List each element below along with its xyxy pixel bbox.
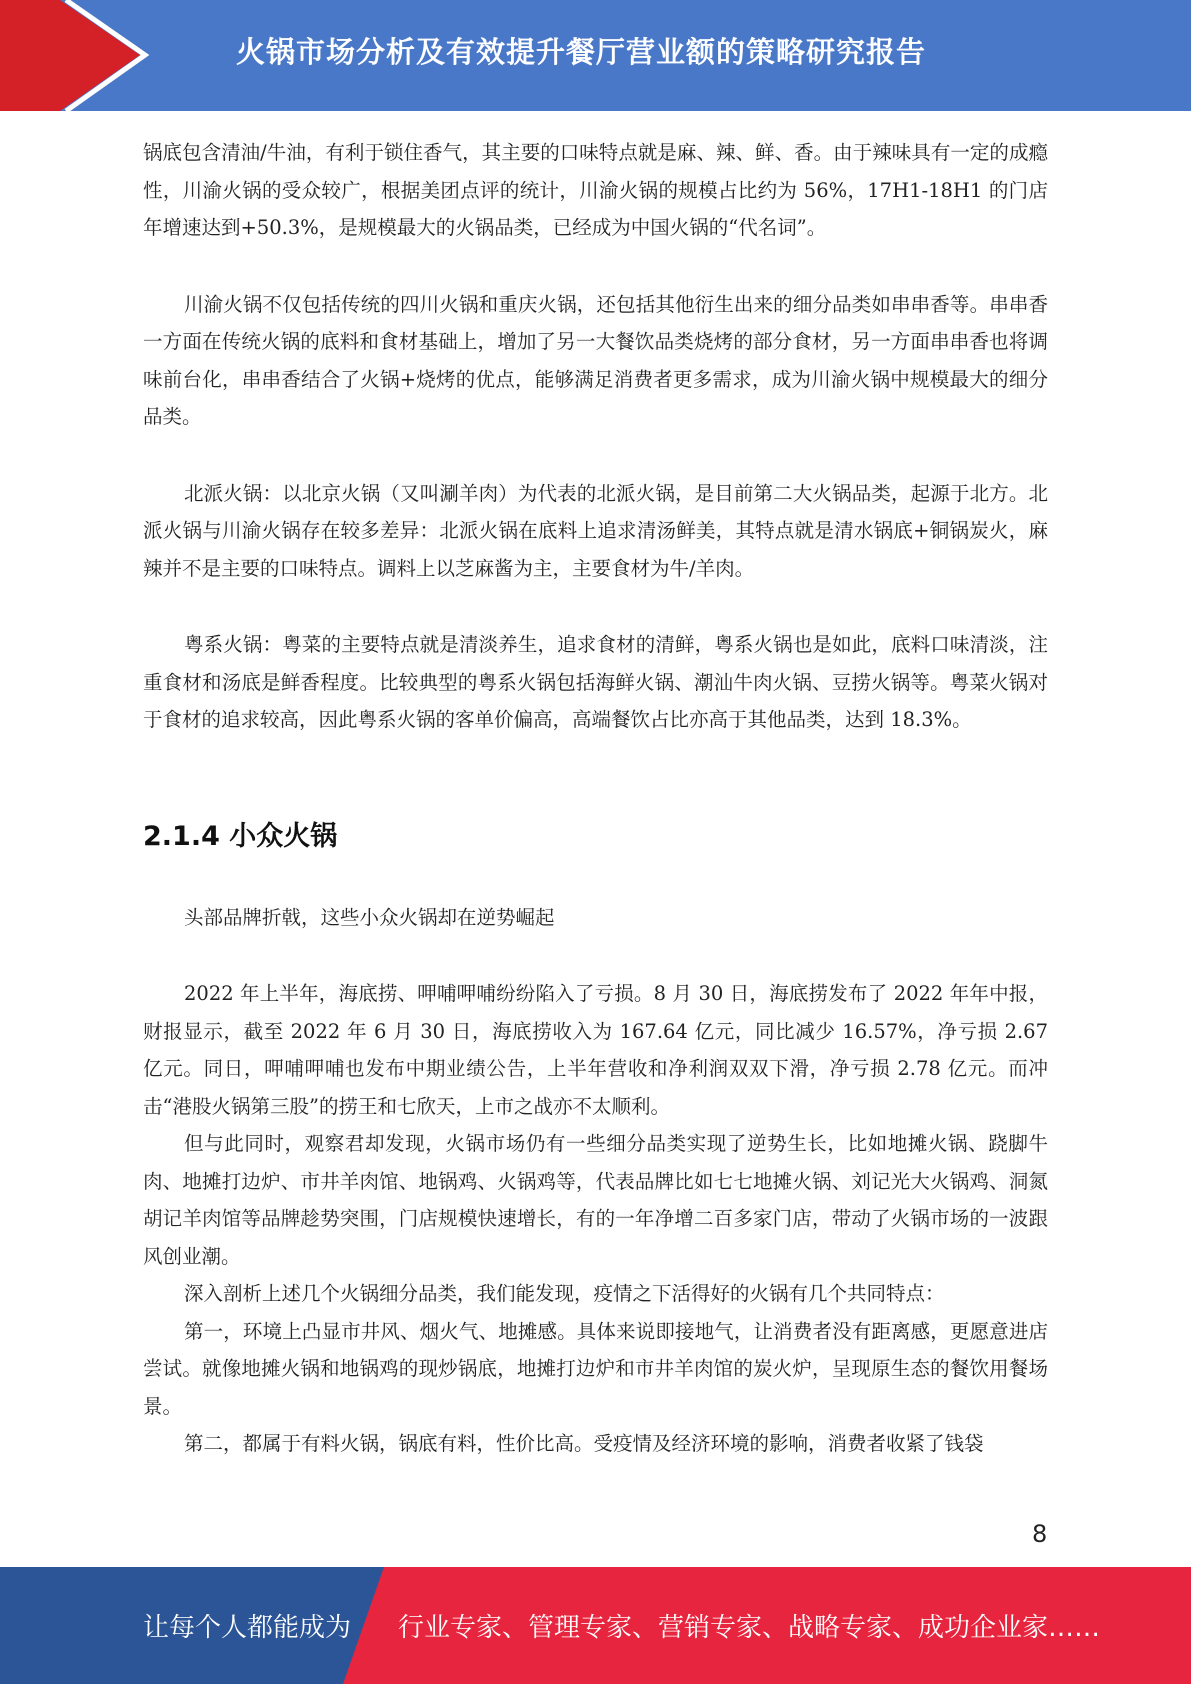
paragraph: 但与此同时，观察君却发现，火锅市场仍有一些细分品类实现了逆势生长，比如地摊火锅、跷脚牛肉、地摊打边炉、市井羊肉馆、地锅鸡、火锅鸡等，代表品牌比如七七地摊火锅、刘记光大火锅鸡、洞氮胡记羊肉馆等品牌趁势突围，门店规模快速增长，有的一年净增二百多家门店，带动了火锅市场的一波跟风创业潮。 <box>143 1132 1048 1268</box>
paragraph: 粤系火锅：粤菜的主要特点就是清淡养生，追求食材的清鲜，粤系火锅也是如此，底料口味清淡，注重食材和汤底是鲜香程度。比较典型的粤系火锅包括海鲜火锅、潮汕牛肉火锅、豆捞火锅等。粤菜火锅对于食材的追求较高，因此粤系火锅的客单价偏高，高端餐饮占比亦高于其他品类，达到 18.3%。 <box>143 633 1048 731</box>
footer-slogan-right: 行业专家、管理专家、营销专家、战略专家、成功企业家…… <box>398 1613 1101 1643</box>
paragraph: 锅底包含清油/牛油，有利于锁住香气，其主要的口味特点就是麻、辣、鲜、香。由于辣味具有一定的成瘾性，川渝火锅的受众较广，根据美团点评的统计，川渝火锅的规模占比约为 56%，17H1-18H1 的门店年增速达到+50.3%，是规模最大的火锅品类，已经成为中国火锅的“代名词”。 <box>143 141 1048 239</box>
header-red-chevron-decoration <box>0 0 160 111</box>
paragraph: 第二，都属于有料火锅，锅底有料，性价比高。受疫情及经济环境的影响，消费者收紧了钱袋 <box>184 1432 984 1455</box>
section-subtitle: 头部品牌折戟，这些小众火锅却在逆势崛起 <box>184 905 555 929</box>
footer-slogan-left: 让每个人都能成为 <box>143 1613 352 1643</box>
paragraph: 2022 年上半年，海底捞、呷哺呷哺纷纷陷入了亏损。8 月 30 日，海底捞发布了 2022 年年中报，财报显示，截至 2022 年 6 月 30 日，海底捞收入为 167.64 亿元，同比减少 16.57%，净亏损 2.67 亿元。同日，呷哺呷哺也发布中期业绩公告，上半年营收和净利润双双下滑，净亏损 2.78 亿元。而冲击“港股火锅第三股”的捞王和七欣天，上市之战亦不太顺利。 <box>143 982 1048 1118</box>
paragraph: 北派火锅：以北京火锅（又叫涮羊肉）为代表的北派火锅，是目前第二大火锅品类，起源于北方。北派火锅与川渝火锅存在较多差异：北派火锅在底料上追求清汤鲜美，其特点就是清水锅底+铜锅炭火，麻辣并不是主要的口味特点。调料上以芝麻酱为主，主要食材为牛/羊肉。 <box>143 481 1048 580</box>
report-title: 火锅市场分析及有效提升餐厅营业额的策略研究报告 <box>236 35 927 69</box>
paragraph: 第一，环境上凸显市井风、烟火气、地摊感。具体来说即接地气，让消费者没有距离感，更愿意进店尝试。就像地摊火锅和地锅鸡的现炒锅底，地摊打边炉和市井羊肉馆的炭火炉，呈现原生态的餐饮用餐场景。 <box>143 1319 1048 1418</box>
page-footer <box>0 1567 1191 1684</box>
document-body <box>143 134 1048 1463</box>
paragraph: 川渝火锅不仅包括传统的四川火锅和重庆火锅，还包括其他衍生出来的细分品类如串串香等。串串香一方面在传统火锅的底料和食材基础上，增加了另一大餐饮品类烧烤的部分食材，另一方面串串香也将调味前台化，串串香结合了火锅+烧烤的优点，能够满足消费者更多需求，成为川渝火锅中规模最大的细分品类。 <box>143 292 1048 428</box>
page-number: 8 <box>1032 1520 1048 1548</box>
page-header <box>0 0 1191 111</box>
paragraph: 深入剖析上述几个火锅细分品类，我们能发现，疫情之下活得好的火锅有几个共同特点： <box>184 1282 945 1305</box>
section-heading: 2.1.4 小众火锅 <box>143 820 338 852</box>
